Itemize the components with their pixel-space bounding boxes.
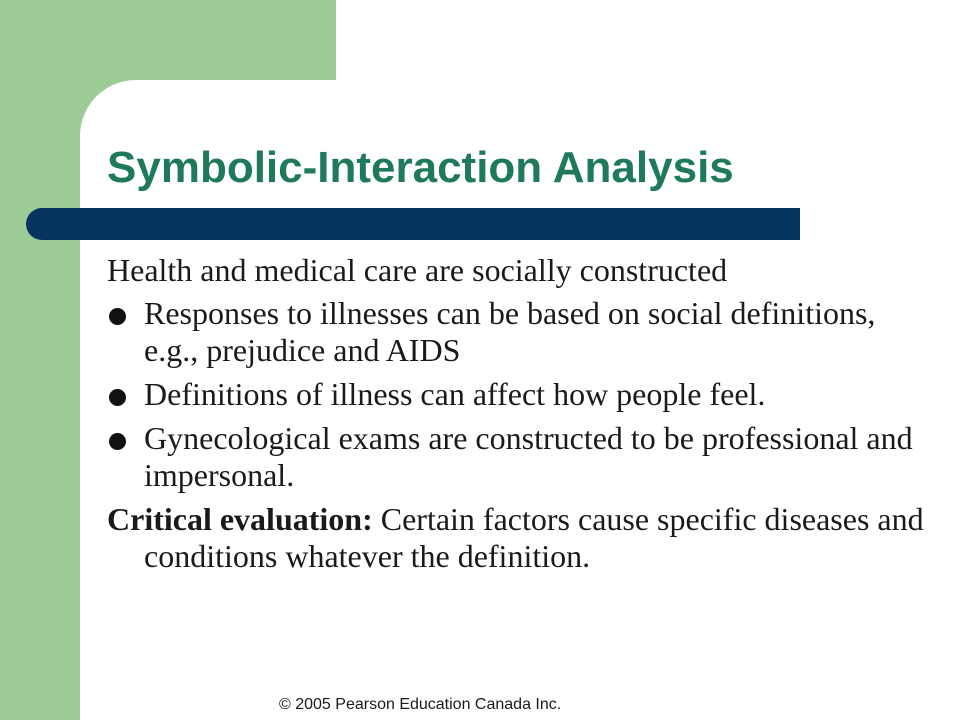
bullet-text: Gynecological exams are constructed to be professional and impersonal.: [144, 420, 913, 493]
critical-evaluation-label: Critical evaluation:: [107, 501, 373, 537]
bullet-item: [107, 295, 927, 369]
intro-text: Health and medical care are socially constructed: [107, 252, 728, 288]
bullet-dot-icon: [109, 433, 126, 450]
bullet-text: Definitions of illness can affect how people feel.: [144, 376, 766, 412]
bullet-dot-icon: [109, 389, 126, 406]
copyright-footer: © 2005 Pearson Education Canada Inc.: [279, 696, 562, 713]
slide-body: [107, 252, 927, 575]
bullet-dot-icon: [109, 308, 126, 325]
title-underline-bar: [26, 208, 800, 240]
critical-evaluation: [107, 501, 927, 575]
bullet-item: [107, 420, 927, 494]
green-side-strip: [0, 0, 80, 720]
slide-title: Symbolic-Interaction Analysis: [107, 143, 734, 192]
critical-evaluation-text: Certain factors cause specific diseases and conditions whatever the definition.: [144, 501, 924, 574]
bullet-item: [107, 376, 927, 413]
bullet-text: Responses to illnesses can be based on social definitions, e.g., prejudice and AIDS: [144, 295, 876, 368]
bullet-list: [107, 295, 927, 494]
